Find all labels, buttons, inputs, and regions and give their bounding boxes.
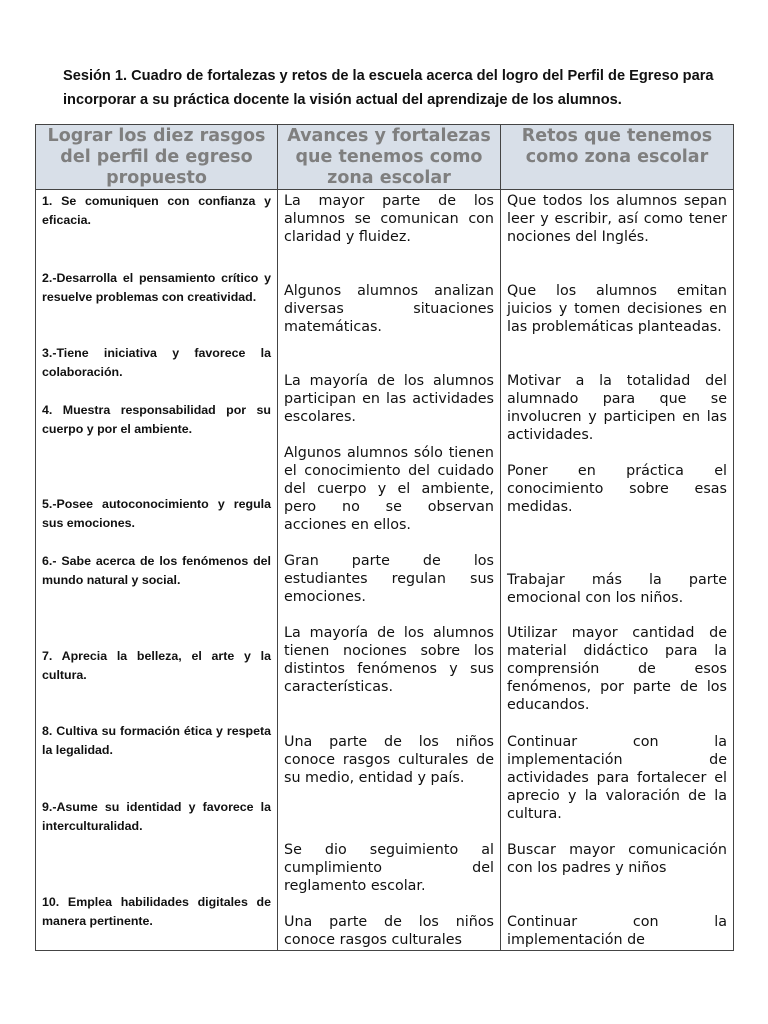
rasgo-item: 8. Cultiva su formación ética y respeta la legalidad. [42, 724, 271, 757]
avance-item: Una parte de los niños conoce rasgos culturales de su medio, entidad y país. [284, 734, 494, 786]
header-rasgos: Lograr los diez rasgos del perfil de egreso propuesto [36, 125, 278, 190]
avance-item: La mayor parte de los alumnos se comunican con claridad y fluidez. [284, 193, 494, 245]
rasgo-item: 7. Aprecia la belleza, el arte y la cultura. [42, 649, 271, 682]
reto-item: Trabajar más la parte emocional con los niños. [507, 572, 727, 606]
reto-item: Que todos los alumnos sepan leer y escribir, así como tener nociones del Inglés. [507, 193, 727, 245]
reto-item: Que los alumnos emitan juicios y tomen decisiones en las problemáticas planteadas. [507, 283, 727, 335]
header-avances: Avances y fortalezas que tenemos como zona escolar [278, 125, 501, 190]
table-row [36, 190, 734, 951]
rasgo-item: 2.-Desarrolla el pensamiento crítico y resuelve problemas con creatividad. [42, 271, 271, 304]
rasgo-item: 1. Se comuniquen con confianza y eficacia. [42, 194, 271, 227]
rasgo-item: 5.-Posee autoconocimiento y regula sus emociones. [42, 497, 271, 530]
retos-column [501, 190, 734, 951]
avance-item: La mayoría de los alumnos tienen nociones sobre los distintos fenómenos y sus características. [284, 625, 494, 695]
table-header-row [36, 125, 734, 190]
reto-item: Buscar mayor comunicación con los padres y niños [507, 842, 727, 876]
reto-item: Continuar con la implementación de [507, 914, 727, 948]
avance-item: La mayoría de los alumnos participan en las actividades escolares. [284, 373, 494, 425]
rasgo-item: 6.- Sabe acerca de los fenómenos del mundo natural y social. [42, 554, 271, 587]
avance-item: Algunos alumnos analizan diversas situaciones matemáticas. [284, 283, 494, 335]
header-retos: Retos que tenemos como zona escolar [501, 125, 734, 190]
strengths-challenges-table [35, 124, 734, 951]
avance-item: Gran parte de los estudiantes regulan sus emociones. [284, 553, 494, 605]
avance-item: Una parte de los niños conoce rasgos culturales [284, 914, 494, 948]
avance-item: Algunos alumnos sólo tienen el conocimiento del cuidado del cuerpo y el ambiente, pero no se observan acciones en ellos. [284, 445, 494, 533]
reto-item: Motivar a la totalidad del alumnado para que se involucren y participen en las actividades. [507, 373, 727, 443]
reto-item: Continuar con la implementación de actividades para fortalecer el aprecio y la valoración de la cultura. [507, 734, 727, 822]
rasgo-item: 9.-Asume su identidad y favorece la interculturalidad. [42, 800, 271, 833]
rasgo-item: 4. Muestra responsabilidad por su cuerpo y por el ambiente. [42, 403, 271, 436]
avances-column [278, 190, 501, 951]
avance-item: Se dio seguimiento al cumplimiento del reglamento escolar. [284, 842, 494, 894]
reto-item: Utilizar mayor cantidad de material didáctico para la comprensión de esos fenómenos, por parte de los educandos. [507, 625, 727, 713]
reto-item: Poner en práctica el conocimiento sobre esas medidas. [507, 463, 727, 515]
rasgo-item: 3.-Tiene iniciativa y favorece la colaboración. [42, 346, 271, 379]
rasgo-item: 10. Emplea habilidades digitales de manera pertinente. [42, 895, 271, 928]
rasgos-column [36, 190, 278, 951]
page-title: Sesión 1. Cuadro de fortalezas y retos de la escuela acerca del logro del Perfil de Egreso para incorporar a su práctica docente la visión actual del aprendizaje de los alumnos. [63, 68, 714, 108]
